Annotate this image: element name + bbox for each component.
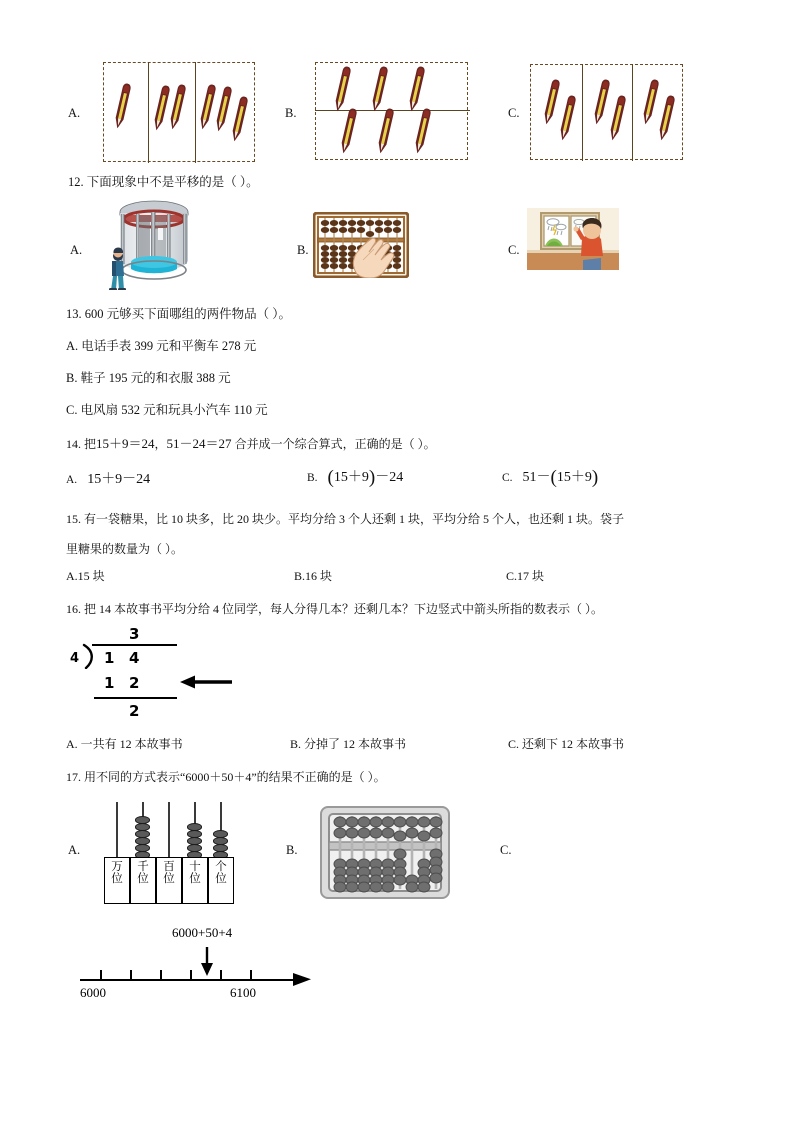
q11-option-c-figure	[530, 64, 683, 160]
q14-option-c-paren-close: )	[591, 467, 599, 488]
q15-number: 15.	[66, 512, 81, 526]
pencil-icon	[592, 79, 611, 126]
boy-opening-window-icon	[527, 208, 619, 270]
place-label-char-2: 位	[163, 871, 175, 886]
q14-separator: ，	[154, 437, 167, 451]
q13-option-a-text: 电话手表 399 元和平衡车 278 元	[81, 339, 257, 353]
q16-option-b-label: B.	[290, 737, 302, 751]
q11-option-b-label: B.	[285, 106, 297, 120]
place-label-char-2: 位	[111, 871, 123, 886]
q15-option-c	[506, 567, 544, 586]
pencil-icon	[168, 84, 187, 131]
q16-option-c-label: C.	[508, 737, 520, 751]
q15-stem-line2: 里糖果的数量为（ ）。	[66, 542, 184, 556]
q13-option-a	[66, 337, 256, 356]
division-subtrahend-digit-2: 2	[129, 674, 140, 692]
pencil-icon	[407, 66, 426, 113]
q14-option-c-inner: 15＋9	[556, 470, 592, 485]
q14-option-b-tail: －24	[375, 470, 404, 485]
long-division-figure	[66, 625, 266, 725]
q15-option-b	[294, 567, 332, 586]
q14-option-a	[66, 468, 150, 488]
place-label-char-2: 位	[137, 871, 149, 886]
number-line-tick	[100, 970, 102, 980]
q16-option-b	[290, 735, 406, 754]
q15-option-b-text: 16 块	[305, 569, 333, 583]
chinese-abacus-figure	[320, 806, 450, 899]
q14-stem	[66, 434, 436, 454]
pencil-icon	[214, 86, 233, 133]
division-vinculum	[92, 644, 177, 646]
q14-option-b-paren-close: )	[368, 467, 376, 488]
q16-option-a-label: A.	[66, 737, 78, 751]
q15-option-c-label: C.	[506, 569, 518, 583]
q14-option-c-label: C.	[502, 472, 513, 484]
axis-arrowhead-icon	[293, 971, 313, 994]
q16-option-c-text: 还剩下 12 本故事书	[522, 737, 625, 751]
q16-option-c	[508, 735, 624, 754]
division-dividend-digit-2: 4	[129, 649, 140, 667]
q17-option-b-label: B.	[286, 843, 298, 857]
q17-text: 用不同的方式表示“6000＋50＋4”的结果不正确的是（ ）。	[84, 770, 386, 784]
q12-option-a-label: A.	[70, 243, 83, 257]
number-line-end-label: 6100	[230, 985, 256, 1000]
q12-stem	[68, 173, 259, 192]
q11-option-c-label: C.	[508, 106, 520, 120]
q11-option-a-label: A.	[68, 106, 81, 120]
q11-option-a-figure	[103, 62, 255, 162]
q14-option-a-expr: 15＋9－24	[87, 472, 151, 487]
q13-option-c-text: 电风扇 532 元和玩具小汽车 110 元	[80, 403, 268, 417]
pencil-icon	[542, 79, 561, 126]
q13-option-c	[66, 401, 268, 420]
q13-option-b-text: 鞋子 195 元的和衣服 388 元	[80, 371, 231, 385]
place-label-char-1: 个	[215, 859, 227, 873]
place-label-char-2: 位	[215, 871, 227, 886]
divider-line	[148, 62, 149, 163]
pencil-icon	[558, 95, 577, 142]
q14-option-b-paren-open: (	[327, 467, 334, 488]
q17-option-c-label: C.	[500, 843, 512, 857]
pencil-icon	[370, 66, 389, 113]
revolving-door-icon	[104, 198, 196, 290]
q16-text: 把 14 本故事书平均分给 4 位同学，每人分得几本？还剩几本？下边竖式中箭头所指的数表示（ ）。	[84, 602, 604, 616]
place-label-wan	[104, 857, 130, 904]
pencil-icon	[333, 66, 352, 113]
place-label-shi	[182, 857, 208, 904]
q11-options-row	[0, 0, 793, 172]
pencil-icon	[113, 83, 132, 130]
q12-number: 12.	[68, 175, 84, 189]
pencil-icon	[198, 84, 217, 131]
number-line-tick	[220, 970, 222, 980]
number-line-start-label: 6000	[80, 985, 106, 1000]
number-line-figure	[78, 925, 318, 1005]
q13-option-b	[66, 369, 231, 388]
place-label-qian	[130, 857, 156, 904]
pointer-arrow-icon	[180, 674, 232, 694]
counter-rod-wan	[116, 802, 118, 858]
division-bracket	[82, 643, 102, 673]
q15-text-line1: 有一袋糖果，比 10 块多，比 20 块少。平均分给 3 个人还剩 1 块，平均分给 5 个人，也还剩 1 块。袋子	[84, 512, 625, 526]
q14-text-post: 合并成一个综合算式，正确的是（ ）。	[234, 437, 436, 451]
q13-text: 600 元够买下面哪组的两件物品（ ）。	[84, 307, 292, 321]
q15-option-a	[66, 567, 105, 586]
q14-number: 14.	[66, 437, 81, 451]
number-line-tick	[160, 970, 162, 980]
division-dividend-digit-1: 1	[104, 649, 115, 667]
q14-equation-2: 51－24＝27	[166, 436, 232, 451]
q14-text-pre: 把	[84, 437, 97, 451]
q17-option-a-label: A.	[68, 843, 81, 857]
q15-option-b-label: B.	[294, 569, 306, 583]
pencil-icon	[608, 95, 627, 142]
q17-stem	[66, 768, 386, 787]
q14-option-c	[502, 466, 598, 489]
q14-equation-1: 15＋9＝24	[96, 436, 155, 451]
q13-option-b-label: B.	[66, 371, 78, 385]
number-line-tick	[250, 970, 252, 980]
pencil-icon	[413, 108, 432, 155]
place-label-char-1: 千	[137, 859, 149, 873]
divider-line	[632, 64, 633, 161]
q15-stem-line1	[66, 510, 624, 529]
q16-number: 16.	[66, 602, 81, 616]
place-label-char-1: 万	[111, 859, 123, 873]
pencil-icon	[376, 108, 395, 155]
q12-option-b-label: B.	[297, 243, 309, 257]
q11-option-b-figure	[315, 62, 468, 160]
q13-option-a-label: A.	[66, 339, 79, 353]
number-line-arrow-label: 6000+50+4	[172, 925, 233, 940]
divider-line	[195, 62, 196, 163]
q14-option-c-paren-open: (	[550, 467, 557, 488]
abacus-with-hand-icon	[313, 212, 409, 278]
place-label-char-2: 位	[189, 871, 201, 886]
pencil-icon	[339, 108, 358, 155]
q16-option-a	[66, 735, 183, 754]
q15-option-c-text: 17 块	[517, 569, 545, 583]
number-line-tick	[130, 970, 132, 980]
q15-option-a-label: A.	[66, 569, 78, 583]
q14-option-a-label: A.	[66, 474, 78, 486]
q16-stem	[66, 600, 603, 619]
q15-option-a-text: 15 块	[77, 569, 105, 583]
division-remainder: 2	[129, 702, 140, 720]
division-quotient: 3	[129, 625, 140, 643]
counter-rod-bai	[168, 802, 170, 858]
q13-option-c-label: C.	[66, 403, 78, 417]
q13-stem	[66, 305, 291, 324]
place-label-ge	[208, 857, 234, 904]
place-value-counter	[104, 800, 230, 904]
q14-option-b-label: B.	[307, 472, 318, 484]
q12-text: 下面现象中不是平移的是（ ）。	[86, 175, 259, 189]
division-divisor: 4	[70, 651, 80, 666]
q12-option-c-label: C.	[508, 243, 520, 257]
place-label-char-1: 十	[189, 859, 201, 873]
q13-number: 13.	[66, 307, 82, 321]
q14-option-b	[307, 466, 403, 489]
q14-option-b-inner: 15＋9	[333, 470, 369, 485]
q17-number: 17.	[66, 770, 81, 784]
division-subtrahend-digit-1: 1	[104, 674, 115, 692]
place-label-char-1: 百	[163, 859, 175, 873]
q14-option-c-head: 51－	[522, 470, 551, 485]
q16-option-b-text: 分掉了 12 本故事书	[304, 737, 407, 751]
pencil-icon	[641, 79, 660, 126]
q16-option-a-text: 一共有 12 本故事书	[80, 737, 183, 751]
number-line-axis	[80, 979, 298, 981]
down-arrow-icon	[199, 947, 215, 982]
place-label-bai	[156, 857, 182, 904]
number-line-tick	[190, 970, 192, 980]
divider-line	[582, 64, 583, 161]
division-subtraction-line	[94, 697, 177, 699]
pencil-icon	[230, 96, 249, 143]
pencil-icon	[657, 95, 676, 142]
